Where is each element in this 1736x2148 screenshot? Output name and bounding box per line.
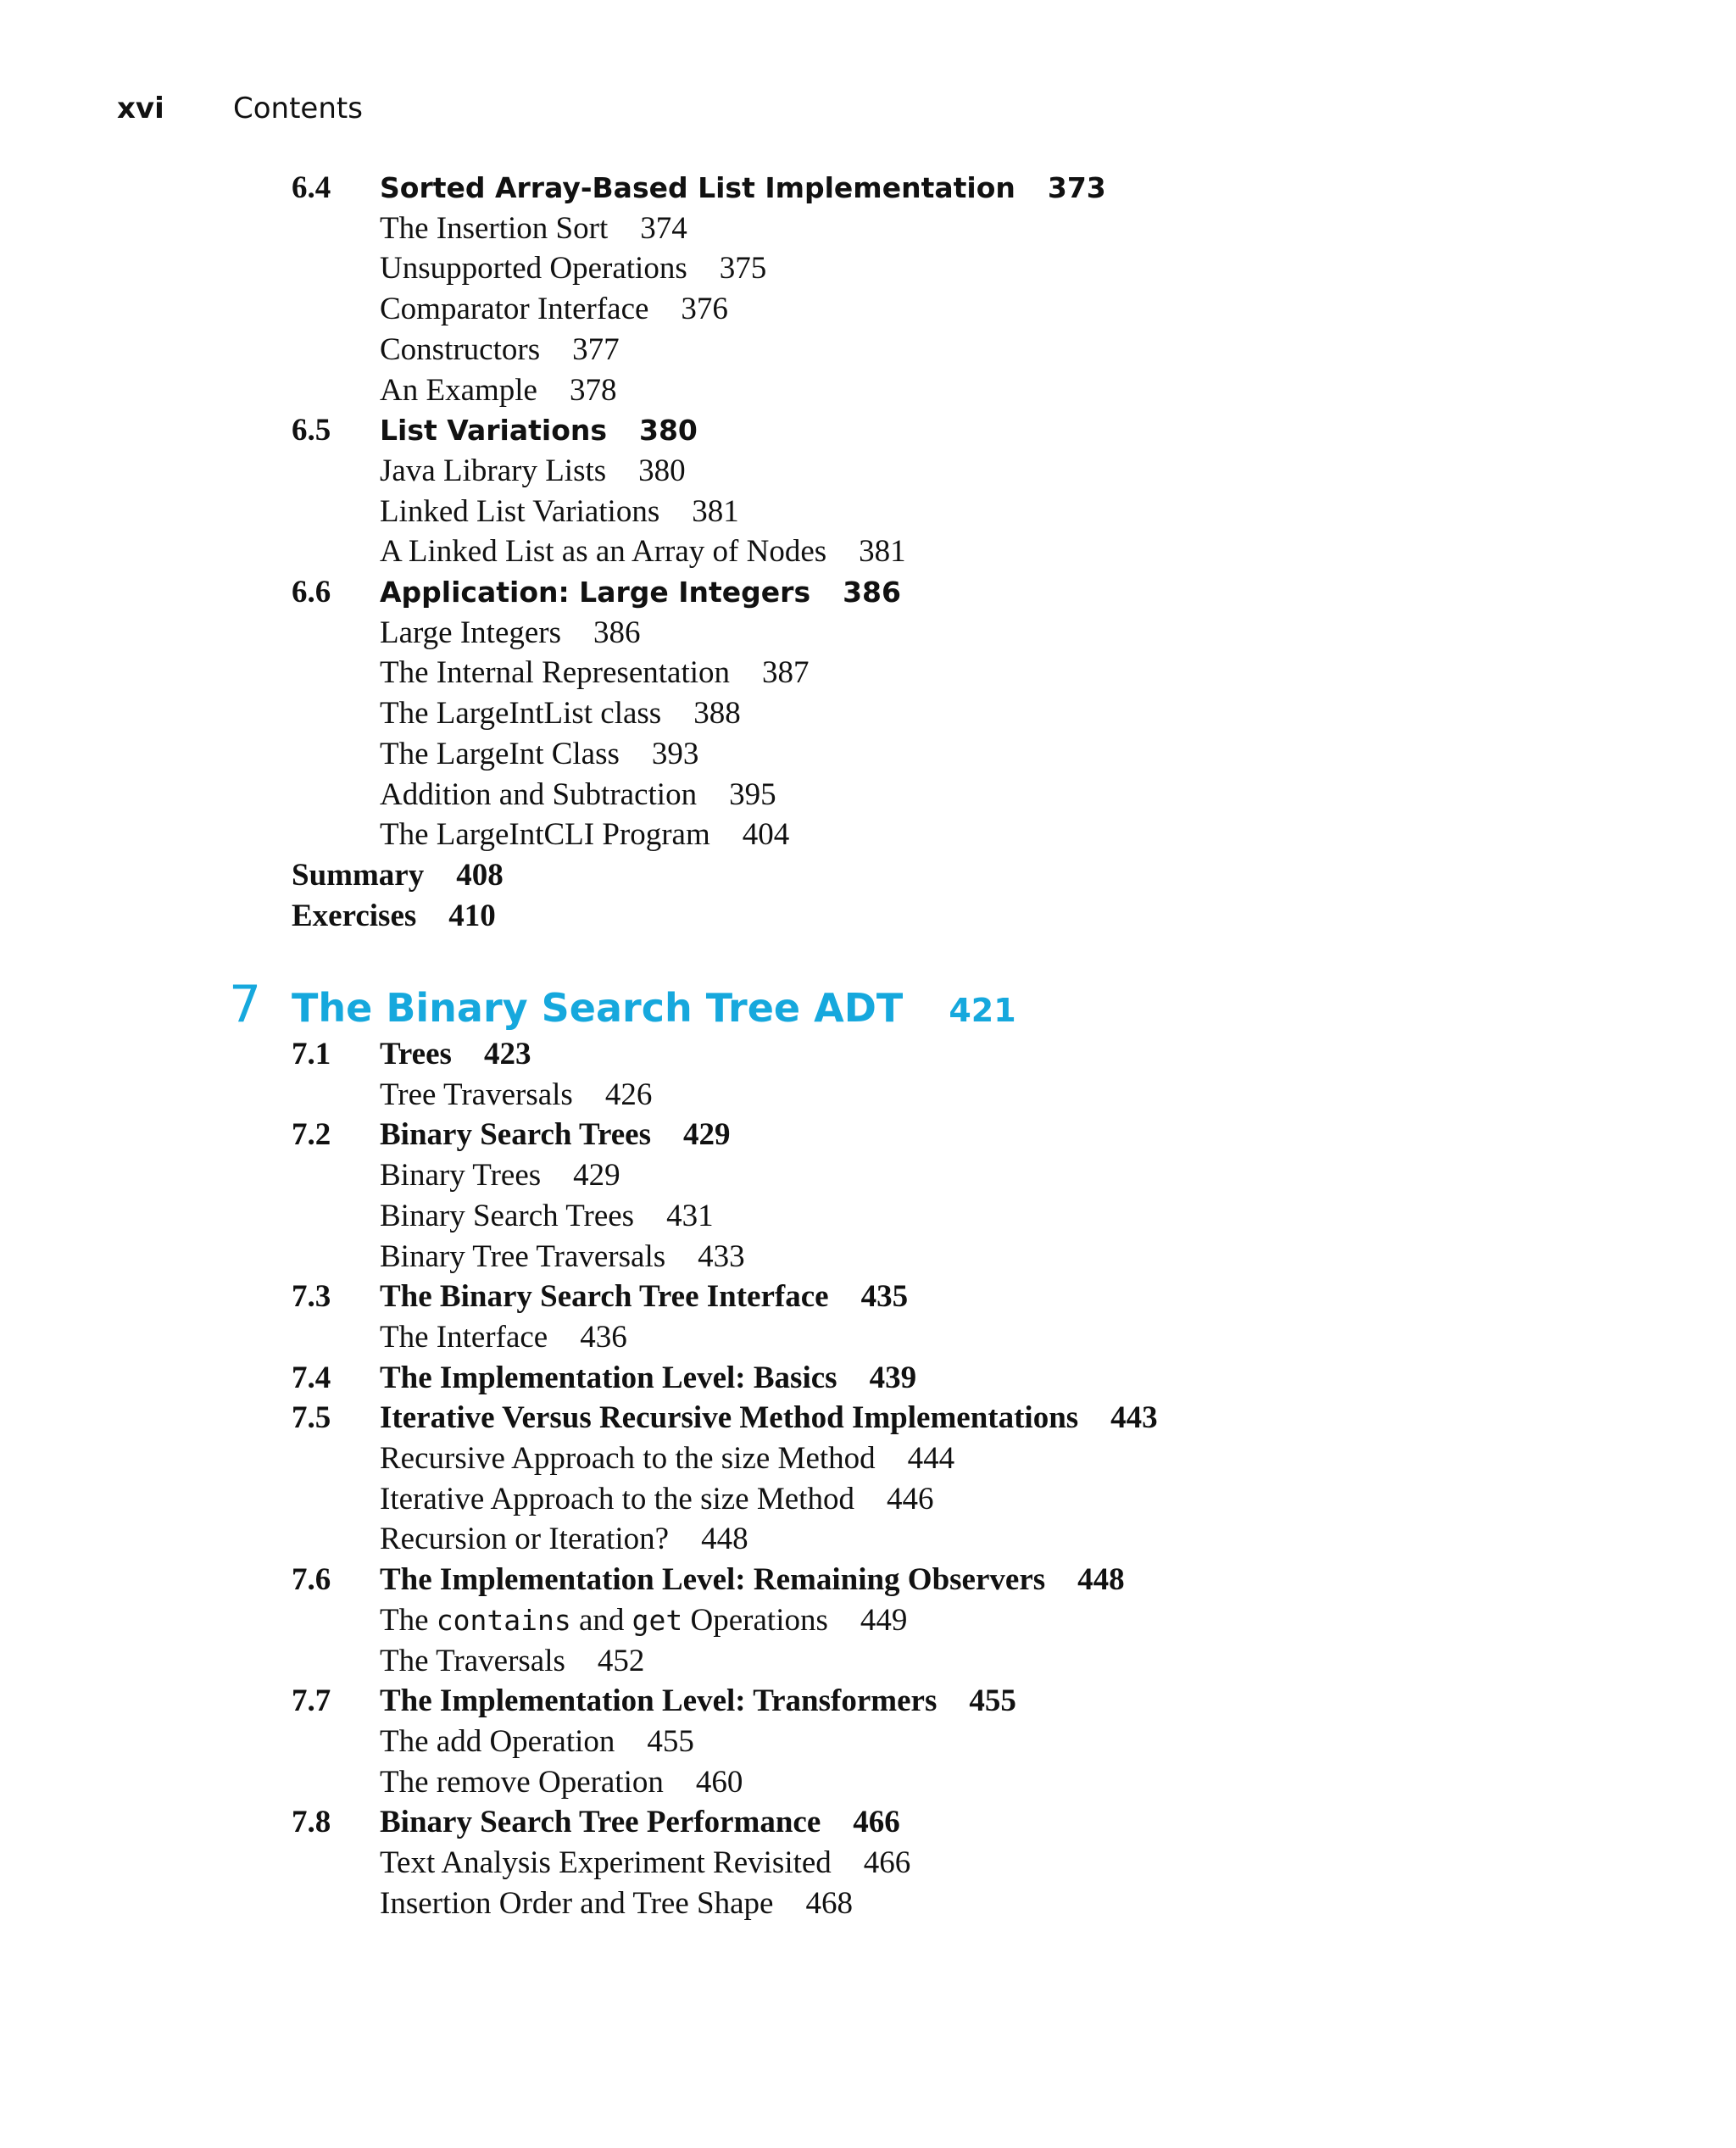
entry-title: Unsupported Operations: [380, 251, 687, 287]
entry-page-number: 381: [692, 493, 739, 529]
entry-title: Binary Search Trees: [380, 1198, 635, 1233]
section-number: 7.4: [292, 1360, 331, 1395]
title-fragment: Operations: [682, 1602, 828, 1638]
section-number: 7.7: [292, 1683, 331, 1719]
entry-title: Recursive Approach to the size Method: [380, 1441, 876, 1476]
entry-page-number: 381: [859, 534, 906, 570]
entry-page-number: 448: [701, 1522, 748, 1557]
entry-title: Linked List Variations: [380, 493, 660, 529]
entry-title: A Linked List as an Array of Nodes: [380, 534, 827, 570]
entry-page-number: 429: [573, 1158, 620, 1194]
entry-page-number: 404: [742, 817, 790, 853]
toc-section-entry: [292, 1116, 730, 1157]
entry-page-number: 446: [886, 1481, 934, 1516]
entry-page-number: 375: [719, 251, 767, 287]
entry-title: Exercises: [292, 898, 417, 933]
entry-page-number: 431: [666, 1198, 714, 1233]
toc-subsection-entry: [380, 1643, 644, 1683]
toc-subsection-entry: [380, 1198, 714, 1238]
entry-page-number: 444: [907, 1441, 955, 1476]
toc-subsection-entry: [380, 250, 766, 291]
toc-section-entry: [292, 1036, 531, 1077]
entry-title: The Implementation Level: Remaining Observers: [380, 1562, 1046, 1598]
entry-title: Comparator Interface: [380, 292, 649, 327]
toc-subsection-entry: [380, 533, 906, 574]
toc-subsection-entry: [380, 736, 698, 776]
toc-section-entry: [292, 1683, 1016, 1723]
entry-title: The Internal Representation: [380, 655, 730, 691]
toc-subsection-entry: [380, 331, 620, 372]
entry-title: The LargeIntCLI Program: [380, 817, 710, 853]
entry-title: The Insertion Sort: [380, 210, 609, 246]
title-fragment: The: [380, 1602, 437, 1638]
section-number: 6.5: [292, 413, 331, 448]
entry-page-number: 380: [639, 414, 698, 448]
toc-subsection-entry: [380, 1602, 907, 1643]
entry-title: The LargeIntList class: [380, 696, 662, 732]
toc-subsection-entry: [380, 695, 741, 736]
section-number: 7.6: [292, 1562, 331, 1598]
entry-title: List Variations: [380, 414, 607, 448]
entry-page-number: 429: [682, 1117, 731, 1153]
entry-page-number: 410: [448, 898, 496, 933]
section-number: 6.6: [292, 575, 331, 609]
entry-page-number: 449: [860, 1602, 908, 1638]
entry-title: Binary Tree Traversals: [380, 1238, 666, 1274]
section-number: 7.1: [292, 1037, 331, 1071]
entry-title: An Example: [380, 372, 537, 408]
toc-subsection-entry: [380, 1885, 853, 1926]
entry-page-number: 374: [640, 210, 687, 246]
toc-subsection-entry: [380, 1440, 954, 1481]
entry-title: Addition and Subtraction: [380, 776, 698, 812]
entry-title: The Traversals: [380, 1643, 565, 1678]
toc-subsection-entry: [380, 1481, 933, 1522]
entry-page-number: 436: [580, 1319, 627, 1355]
entry-page-number: 460: [695, 1764, 743, 1800]
toc-subsection-entry: [380, 1764, 743, 1805]
entry-page-number: 455: [969, 1683, 1016, 1719]
entry-title: The add Operation: [380, 1723, 615, 1759]
entry-page-number: 395: [729, 776, 776, 812]
entry-page-number: 439: [869, 1360, 917, 1395]
entry-title: Iterative Versus Recursive Method Implementations: [380, 1400, 1079, 1436]
chapter-number: 7: [229, 975, 262, 1034]
entry-title: Binary Search Tree Performance: [380, 1805, 821, 1840]
entry-title: Java Library Lists: [380, 453, 607, 488]
toc-section-entry: [292, 412, 698, 453]
entry-page-number: 387: [762, 655, 810, 691]
toc-subsection-entry: [380, 776, 776, 817]
toc-subsection-entry: [380, 654, 810, 695]
entry-title: The Interface: [380, 1319, 548, 1355]
entry-title: Iterative Approach to the size Method: [380, 1481, 854, 1516]
toc-subsection-entry: [380, 493, 739, 534]
toc-subsection-entry: [380, 372, 616, 413]
entry-title: Binary Search Trees: [380, 1117, 651, 1153]
toc-subsection-entry: [380, 1077, 652, 1117]
entry-title: Binary Trees: [380, 1158, 542, 1194]
toc-section-entry: [292, 1360, 916, 1400]
toc-subsection-entry: [380, 1723, 694, 1764]
code-term: contains: [436, 1603, 571, 1637]
toc-top-entry: [292, 898, 496, 938]
entry-page-number: 468: [805, 1885, 853, 1921]
section-number: 7.3: [292, 1279, 331, 1315]
chapter-title: The Binary Search Tree ADT: [292, 985, 904, 1031]
entry-title: Application: Large Integers: [380, 576, 811, 609]
entry-title: Summary: [292, 857, 425, 893]
entry-page-number: 466: [853, 1805, 900, 1840]
entry-page-number: 393: [651, 736, 699, 771]
entry-page-number: 377: [572, 331, 620, 367]
entry-title: The Binary Search Tree Interface: [380, 1279, 829, 1315]
entry-page-number: 423: [483, 1037, 531, 1071]
entry-page-number: 386: [843, 576, 901, 609]
toc-section-entry: [292, 170, 1106, 210]
toc-subsection-entry: [380, 291, 728, 331]
entry-title: Text Analysis Experiment Revisited: [380, 1845, 832, 1880]
toc-subsection-entry: [380, 1157, 620, 1198]
toc-section-entry: [292, 574, 901, 615]
entry-page-number: 373: [1047, 171, 1106, 204]
section-number: 7.5: [292, 1400, 331, 1436]
running-title: Contents: [233, 92, 363, 125]
toc-subsection-entry: [380, 1845, 910, 1885]
entry-page-number: 426: [604, 1077, 653, 1112]
toc-subsection-entry: [380, 453, 686, 493]
entry-page-number: 443: [1110, 1400, 1158, 1436]
toc-subsection-entry: [380, 1521, 748, 1561]
entry-page-number: 466: [863, 1845, 911, 1880]
entry-title: Trees: [380, 1037, 452, 1071]
toc-section-entry: [292, 1278, 908, 1319]
entry-page-number: 433: [698, 1238, 745, 1274]
section-number: 7.2: [292, 1117, 331, 1153]
section-number: 6.4: [292, 170, 331, 205]
entry-title: The Implementation Level: Transformers: [380, 1683, 938, 1719]
toc-section-entry: [292, 1400, 1158, 1440]
section-number: 7.8: [292, 1805, 331, 1840]
chapter-page: 421: [949, 992, 1016, 1029]
code-term: get: [632, 1603, 683, 1637]
entry-page-number: 388: [693, 696, 741, 732]
entry-title: Tree Traversals: [380, 1077, 573, 1112]
toc-subsection-entry: [380, 615, 641, 655]
entry-title: Recursion or Iteration?: [380, 1522, 670, 1557]
toc-top-entry: [292, 857, 504, 898]
toc-section-entry: [292, 1804, 900, 1845]
page-number-folio: xvi: [117, 92, 164, 125]
entry-page-number: 452: [597, 1643, 645, 1678]
entry-page-number: 408: [456, 857, 504, 893]
toc-section-entry: [292, 1561, 1125, 1602]
entry-title: [380, 1602, 828, 1639]
entry-page-number: 380: [638, 453, 686, 488]
entry-title: Large Integers: [380, 615, 562, 650]
entry-page-number: 455: [647, 1723, 694, 1759]
toc-subsection-entry: [380, 1319, 627, 1360]
entry-title: Sorted Array-Based List Implementation: [380, 171, 1015, 204]
page-header: [117, 85, 164, 132]
entry-title: Insertion Order and Tree Shape: [380, 1885, 774, 1921]
toc-subsection-entry: [380, 816, 789, 857]
chapter-heading: [229, 975, 1016, 1034]
toc-subsection-entry: [380, 1238, 745, 1279]
entry-page-number: 448: [1077, 1562, 1125, 1598]
entry-page-number: 435: [860, 1279, 909, 1315]
title-fragment: and: [570, 1602, 632, 1638]
entry-title: Constructors: [380, 331, 541, 367]
entry-title: The Implementation Level: Basics: [380, 1360, 837, 1395]
entry-page-number: 376: [681, 292, 728, 327]
entry-page-number: 378: [569, 372, 617, 408]
entry-title: The LargeInt Class: [380, 736, 620, 771]
toc-subsection-entry: [380, 210, 687, 251]
entry-title: The remove Operation: [380, 1764, 664, 1800]
entry-page-number: 386: [593, 615, 641, 650]
